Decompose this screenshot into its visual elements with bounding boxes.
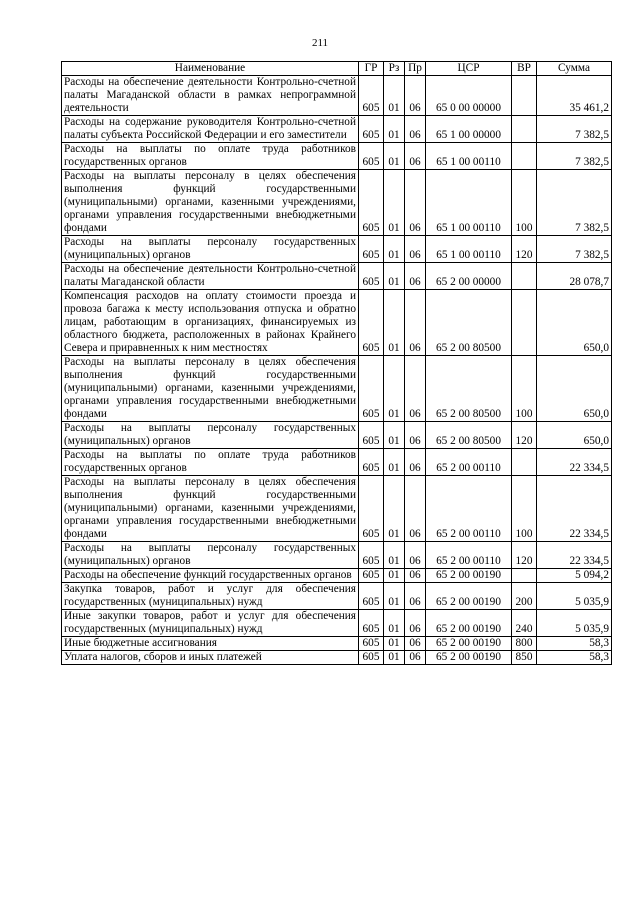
row-gr: 605 [359,170,384,236]
row-sum: 650,0 [537,356,612,422]
row-rz: 01 [384,651,405,665]
table-row [62,476,612,542]
row-rz: 01 [384,76,405,116]
row-pr: 06 [405,356,426,422]
header-gr: ГР [359,62,384,76]
row-csr: 65 0 00 00000 [426,76,512,116]
row-sum: 5 035,9 [537,583,612,610]
row-pr: 06 [405,143,426,170]
row-rz: 01 [384,116,405,143]
row-rz: 01 [384,356,405,422]
row-pr: 06 [405,290,426,356]
row-name: Расходы на выплаты по оплате труда работников государственных органов [62,143,359,170]
row-name: Расходы на обеспечение деятельности Контрольно-счетной палаты Магаданской области [62,263,359,290]
row-pr: 06 [405,637,426,651]
row-sum: 7 382,5 [537,116,612,143]
row-name: Иные закупки товаров, работ и услуг для обеспечения государственных (муниципальных) нужд [62,610,359,637]
row-pr: 06 [405,569,426,583]
row-csr: 65 2 00 80500 [426,422,512,449]
row-pr: 06 [405,651,426,665]
header-pr: Пр [405,62,426,76]
row-csr: 65 1 00 00110 [426,170,512,236]
header-vr: ВР [512,62,537,76]
row-vr: 100 [512,356,537,422]
row-name: Уплата налогов, сборов и иных платежей [62,651,359,665]
row-pr: 06 [405,116,426,143]
page-number: 211 [311,37,329,49]
row-csr: 65 2 00 00000 [426,263,512,290]
row-name: Иные бюджетные ассигнования [62,637,359,651]
row-name: Расходы на выплаты персоналу государственных (муниципальных) органов [62,422,359,449]
row-sum: 28 078,7 [537,263,612,290]
row-vr [512,76,537,116]
row-sum: 650,0 [537,422,612,449]
row-rz: 01 [384,290,405,356]
row-name: Расходы на выплаты персоналу государственных (муниципальных) органов [62,542,359,569]
budget-table [61,61,612,665]
row-csr: 65 2 00 80500 [426,356,512,422]
row-rz: 01 [384,542,405,569]
row-sum: 650,0 [537,290,612,356]
row-csr: 65 2 00 00110 [426,476,512,542]
table-row [62,356,612,422]
row-csr: 65 2 00 00190 [426,651,512,665]
row-vr [512,116,537,143]
row-name: Расходы на содержание руководителя Контрольно-счетной палаты субъекта Российской Федерации и его заместители [62,116,359,143]
row-vr: 100 [512,170,537,236]
row-rz: 01 [384,143,405,170]
header-csr: ЦСР [426,62,512,76]
row-sum: 5 094,2 [537,569,612,583]
row-vr [512,143,537,170]
row-name: Закупка товаров, работ и услуг для обеспечения государственных (муниципальных) нужд [62,583,359,610]
row-pr: 06 [405,476,426,542]
row-sum: 35 461,2 [537,76,612,116]
row-vr: 120 [512,236,537,263]
table-row [62,542,612,569]
row-gr: 605 [359,637,384,651]
row-vr: 800 [512,637,537,651]
row-sum: 7 382,5 [537,143,612,170]
row-gr: 605 [359,116,384,143]
row-vr [512,569,537,583]
row-gr: 605 [359,422,384,449]
row-gr: 605 [359,263,384,290]
row-pr: 06 [405,610,426,637]
row-pr: 06 [405,170,426,236]
row-pr: 06 [405,263,426,290]
row-gr: 605 [359,569,384,583]
row-name: Расходы на выплаты по оплате труда работников государственных органов [62,449,359,476]
row-sum: 58,3 [537,637,612,651]
row-vr [512,290,537,356]
row-rz: 01 [384,569,405,583]
row-rz: 01 [384,610,405,637]
row-vr [512,449,537,476]
row-gr: 605 [359,651,384,665]
row-gr: 605 [359,356,384,422]
row-pr: 06 [405,542,426,569]
row-sum: 22 334,5 [537,449,612,476]
table-row [62,116,612,143]
row-vr: 850 [512,651,537,665]
row-csr: 65 1 00 00110 [426,143,512,170]
row-csr: 65 2 00 00190 [426,583,512,610]
row-rz: 01 [384,263,405,290]
row-name: Расходы на обеспечение функций государственных органов [62,569,359,583]
header-sum: Сумма [537,62,612,76]
row-sum: 5 035,9 [537,610,612,637]
table-row [62,610,612,637]
row-rz: 01 [384,476,405,542]
row-pr: 06 [405,236,426,263]
row-name: Расходы на выплаты персоналу государственных (муниципальных) органов [62,236,359,263]
row-sum: 22 334,5 [537,542,612,569]
row-csr: 65 2 00 00190 [426,637,512,651]
row-rz: 01 [384,637,405,651]
row-rz: 01 [384,449,405,476]
row-pr: 06 [405,76,426,116]
table-row [62,422,612,449]
row-vr: 240 [512,610,537,637]
row-gr: 605 [359,542,384,569]
table-row [62,569,612,583]
table-row [62,449,612,476]
row-sum: 7 382,5 [537,170,612,236]
table-row [62,651,612,665]
row-pr: 06 [405,449,426,476]
header-name: Наименование [62,62,359,76]
table-row [62,263,612,290]
row-pr: 06 [405,583,426,610]
row-gr: 605 [359,449,384,476]
row-gr: 605 [359,610,384,637]
row-gr: 605 [359,290,384,356]
row-csr: 65 1 00 00000 [426,116,512,143]
table-row [62,76,612,116]
row-vr: 120 [512,422,537,449]
row-rz: 01 [384,583,405,610]
row-sum: 22 334,5 [537,476,612,542]
header-rz: Рз [384,62,405,76]
row-name: Расходы на обеспечение деятельности Контрольно-счетной палаты Магаданской области в рамках непрограммной деятельности [62,76,359,116]
row-sum: 7 382,5 [537,236,612,263]
row-gr: 605 [359,143,384,170]
row-csr: 65 1 00 00110 [426,236,512,263]
row-name: Расходы на выплаты персоналу в целях обеспечения выполнения функций государственными (муниципальными) органами, казенными учреждениями, органами управления государственными внебюджетными фондами [62,476,359,542]
table-row [62,290,612,356]
table-row [62,236,612,263]
row-gr: 605 [359,76,384,116]
row-csr: 65 2 00 00190 [426,610,512,637]
table-header-row [62,62,612,76]
row-csr: 65 2 00 00110 [426,449,512,476]
row-rz: 01 [384,236,405,263]
table-row [62,583,612,610]
row-name: Расходы на выплаты персоналу в целях обеспечения выполнения функций государственными (муниципальными) органами, казенными учреждениями, органами управления государственными внебюджетными фондами [62,170,359,236]
row-name: Компенсация расходов на оплату стоимости проезда и провоза багажа к месту использования отпуска и обратно лицам, работающим в организациях, финансируемых из областного бюджета, расположенных в районах Крайнего Севера и приравненных к ним местностях [62,290,359,356]
row-rz: 01 [384,170,405,236]
row-rz: 01 [384,422,405,449]
row-vr: 120 [512,542,537,569]
row-csr: 65 2 00 00110 [426,542,512,569]
row-vr: 200 [512,583,537,610]
row-sum: 58,3 [537,651,612,665]
row-csr: 65 2 00 00190 [426,569,512,583]
row-vr [512,263,537,290]
table-row [62,143,612,170]
table-row [62,637,612,651]
row-vr: 100 [512,476,537,542]
row-gr: 605 [359,236,384,263]
table-row [62,170,612,236]
row-gr: 605 [359,476,384,542]
row-csr: 65 2 00 80500 [426,290,512,356]
row-name: Расходы на выплаты персоналу в целях обеспечения выполнения функций государственными (муниципальными) органами, казенными учреждениями, органами управления государственными внебюджетными фондами [62,356,359,422]
row-pr: 06 [405,422,426,449]
row-gr: 605 [359,583,384,610]
